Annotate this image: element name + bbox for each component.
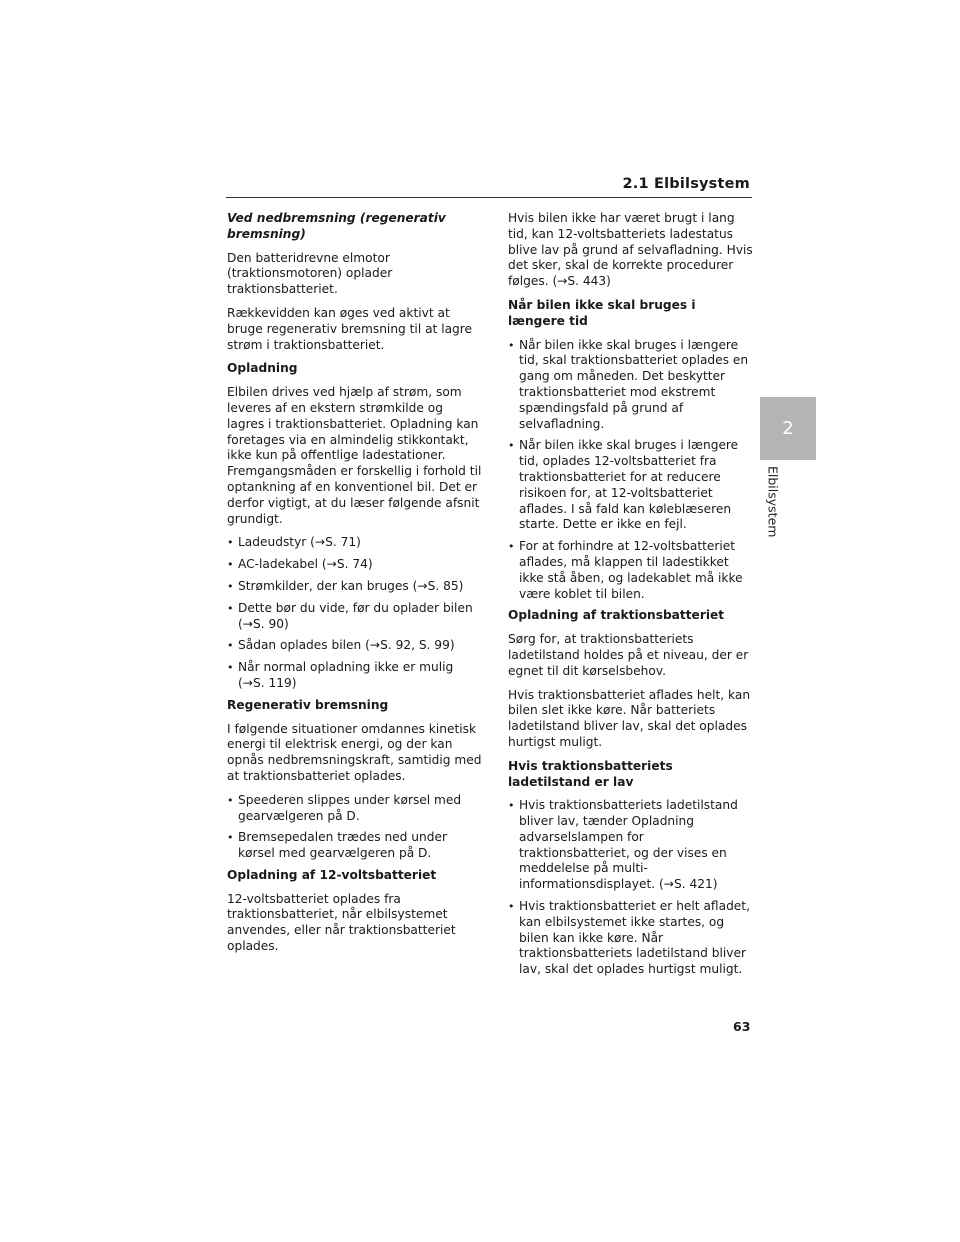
chapter-side-label-text: Elbilsystem [765, 466, 781, 538]
list-item: • Sådan oplades bilen (→S. 92, S. 99) [227, 638, 482, 654]
chapter-title: 2.1 Elbilsystem [622, 176, 750, 192]
list-item: • Når normal opladning ikke er mulig (→S. 119) [227, 660, 482, 692]
list-item: • Når bilen ikke skal bruges i længere tid, skal traktionsbatteriet oplades en gang om måneden. Det beskytter traktionsbatteriet mod ekstremt spændingsfald på grund af selvafladning. [508, 338, 754, 433]
list-item: • Dette bør du vide, før du oplader bilen (→S. 90) [227, 601, 482, 633]
list-item: • Speederen slippes under kørsel med gearvælgeren på D. [227, 793, 482, 825]
paragraph: Elbilen drives ved hjælp af strøm, som leveres af en ekstern strømkilde og lagres i traktionsbatteriet. Opladning kan foretages via en almindelig stikkontakt, ikke kun på offentlige ladestationer. Fremgangsmåden er forskellig i forhold til optankning af en konventionel bil. Det er derfor vigtigt, at du læser følgende afsnit grundigt. [227, 385, 482, 526]
right-column [508, 211, 754, 984]
paragraph: Hvis bilen ikke har været brugt i lang tid, kan 12-voltsbatteriets ladestatus blive lav på grund af selvafladning. Hvis det sker, skal de korrekte procedurer følges. (→S. 443) [508, 211, 753, 289]
bullet-list [227, 793, 482, 862]
chapter-side-label [760, 466, 786, 546]
page-number: 63 [733, 1019, 751, 1034]
heading-regen: Regenerativ bremsning [227, 697, 389, 712]
page-header [226, 176, 752, 198]
list-item: • Hvis traktionsbatteriets ladetilstand bliver lav, tænder Opladning advarselslampen for traktionsbatteriet, og der vises en meddelelse på multi-informationsdisplayet. (→S. 421) [508, 798, 754, 893]
heading-low-charge: Hvis traktionsbatteriets ladetilstand er lav [508, 758, 673, 789]
list-item: • Strømkilder, der kan bruges (→S. 85) [227, 579, 482, 595]
heading-regen-italic: Ved nedbremsning (regenerativ bremsning) [227, 211, 446, 241]
heading-long-storage: Når bilen ikke skal bruges i længere tid [508, 297, 696, 328]
paragraph: I følgende situationer omdannes kinetisk energi til elektrisk energi, og der kan opnås nedbremsningskraft, samtidig med at traktionsbatteriet oplades. [227, 721, 482, 783]
list-item: • Bremsepedalen trædes ned under kørsel med gearvælgeren på D. [227, 830, 482, 862]
bullet-list [508, 338, 754, 603]
list-item: • Ladeudstyr (→S. 71) [227, 535, 482, 551]
bullet-list [508, 798, 754, 978]
left-column [227, 211, 482, 963]
list-item: • AC-ladekabel (→S. 74) [227, 557, 482, 573]
list-item: • Når bilen ikke skal bruges i længere tid, oplades 12-voltsbatteriet fra traktionsbatteriet for at reducere risikoen for, at 12-voltsbatteriet aflades. I så fald kan køleblæseren starte. Dette er ikke en fejl. [508, 438, 754, 533]
chapter-number: 2 [782, 418, 794, 439]
paragraph: Sørg for, at traktionsbatteriets ladetilstand holdes på et niveau, der er egnet til dit kørselsbehov. [508, 632, 749, 678]
heading-12v: Opladning af 12-voltsbatteriet [227, 867, 437, 882]
paragraph: 12-voltsbatteriet oplades fra traktionsbatteriet, når elbilsystemet anvendes, eller når traktionsbatteriet oplades. [227, 891, 456, 954]
heading-opladning: Opladning [227, 361, 298, 376]
paragraph: Den batteridrevne elmotor (traktionsmotoren) oplader traktionsbatteriet. [227, 250, 393, 297]
list-item: • Hvis traktionsbatteriet er helt afladet, kan elbilsystemet ikke startes, og bilen kan ikke køre. Når traktionsbatteriets ladetilstand bliver lav, skal det oplades hurtigst muligt. [508, 899, 754, 978]
list-item: • For at forhindre at 12-voltsbatteriet aflades, må klappen til ladestikket ikke stå åben, og ladekablet må ikke være koblet til bilen. [508, 539, 754, 602]
paragraph: Hvis traktionsbatteriet aflades helt, kan bilen slet ikke køre. Når batteriets ladetilstand bliver lav, skal det oplades hurtigst muligt. [508, 687, 751, 749]
heading-traction-charging: Opladning af traktionsbatteriet [508, 608, 725, 623]
chapter-tab [760, 397, 816, 460]
paragraph: Rækkevidden kan øges ved aktivt at bruge regenerativ bremsning til at lagre strøm i traktionsbatteriet. [227, 305, 473, 352]
bullet-list [227, 535, 482, 691]
